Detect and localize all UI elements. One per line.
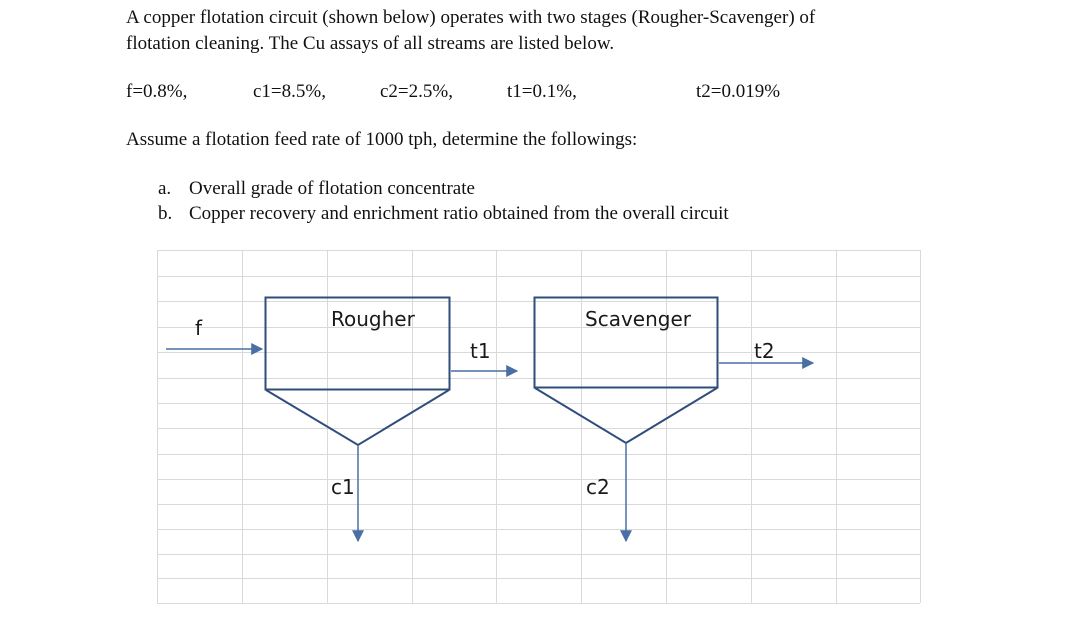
intro-line-2: flotation cleaning. The Cu assays of all streams are listed below. [126, 33, 615, 54]
c2-label: c2 [586, 475, 610, 499]
feed-label: f [195, 316, 203, 340]
assay-c2: c2=2.5%, [380, 81, 453, 102]
question-b-text: Copper recovery and enrichment ratio obtained from the overall circuit [189, 203, 729, 224]
scavenger-cone [535, 388, 717, 443]
intro-line-1: A copper flotation circuit (shown below) operates with two stages (Rougher-Scavenger) of [126, 7, 816, 28]
assay-t2: t2=0.019% [696, 81, 781, 102]
task-statement: Assume a flotation feed rate of 1000 tph, determine the followings: [126, 129, 638, 150]
assay-feed: f=0.8%, [126, 81, 188, 102]
rougher-cone [266, 390, 449, 445]
t1-label: t1 [470, 339, 491, 363]
assay-c1: c1=8.5%, [253, 81, 326, 102]
question-b-marker: b. [158, 203, 173, 224]
c1-label: c1 [331, 475, 355, 499]
rougher-label: Rougher [331, 307, 415, 331]
scavenger-label: Scavenger [585, 307, 691, 331]
t2-label: t2 [754, 339, 775, 363]
question-a-marker: a. [158, 178, 172, 199]
spreadsheet-grid [157, 250, 921, 604]
question-a-text: Overall grade of flotation concentrate [189, 178, 475, 199]
assay-t1: t1=0.1%, [507, 81, 577, 102]
